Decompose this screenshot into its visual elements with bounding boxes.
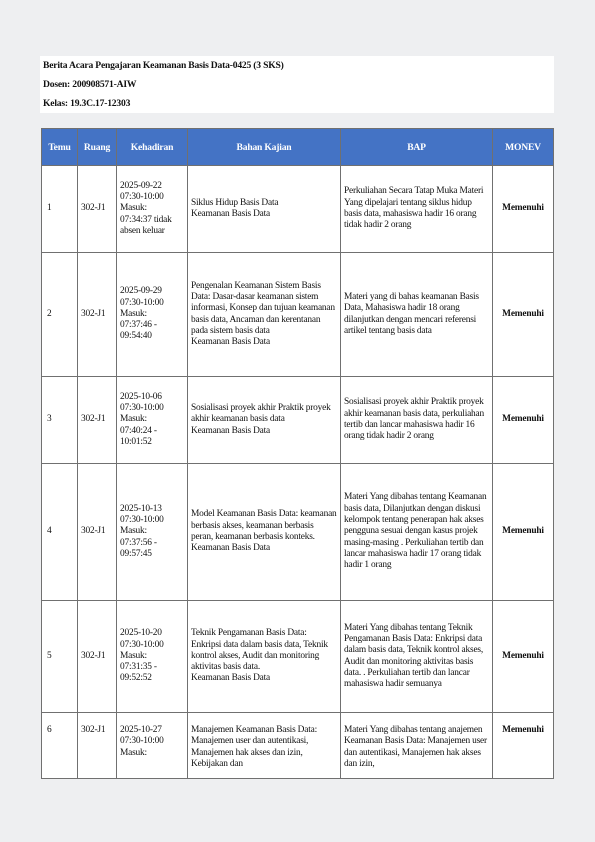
column-header-ruang: Ruang	[78, 129, 117, 166]
column-header-temu: Temu	[42, 129, 78, 166]
cell-temu: 6	[42, 713, 78, 779]
kelas-info: Kelas: 19.3C.17-12303	[43, 98, 131, 109]
table-row	[42, 253, 554, 377]
cell-kehadiran: 2025-10-27 07:30-10:00 Masuk:	[117, 713, 188, 779]
cell-monev: Memenuhi	[493, 601, 554, 713]
table-header-row	[42, 129, 554, 166]
table-row	[42, 166, 554, 253]
cell-kehadiran: 2025-09-22 07:30-10:00 Masuk: 07:34:37 tidak absen keluar	[117, 166, 188, 253]
cell-bap: Materi yang di bahas keamanan Basis Data, Mahasiswa hadir 18 orang dilanjutkan dengan mencari referensi artikel tentang basis data	[341, 253, 493, 377]
document-header	[40, 56, 554, 113]
cell-bap: Materi Yang dibahas tentang anajemen Keamanan Basis Data: Manajemen user dan autentikasi, Manajemen hak akses dan izin,	[341, 713, 493, 779]
cell-bahan-kajian: Sosialisasi proyek akhir Praktik proyek akhir keamanan basis data Keamanan Basis Data	[188, 377, 341, 464]
cell-bap: Sosialisasi proyek akhir Praktik proyek akhir keamanan basis data, perkuliahan tertib dan lancar mahasiswa hadir 16 orang tidak hadir 2 orang	[341, 377, 493, 464]
cell-ruang: 302-J1	[78, 377, 117, 464]
cell-bap: Materi Yang dibahas tentang Teknik Pengamanan Basis Data: Enkripsi data dalam basis data, Teknik kontrol akses, Audit dan monitoring aktivitas basis data. . Perkuliahan tertib dan lancar mahasiswa hadir semuanya	[341, 601, 493, 713]
cell-temu: 5	[42, 601, 78, 713]
cell-ruang: 302-J1	[78, 601, 117, 713]
cell-ruang: 302-J1	[78, 464, 117, 601]
cell-monev: Memenuhi	[493, 166, 554, 253]
table-row	[42, 464, 554, 601]
cell-ruang: 302-J1	[78, 713, 117, 779]
cell-temu: 2	[42, 253, 78, 377]
table-row	[42, 601, 554, 713]
cell-temu: 1	[42, 166, 78, 253]
cell-monev: Memenuhi	[493, 464, 554, 601]
column-header-bahan-kajian: Bahan Kajian	[188, 129, 341, 166]
cell-bap: Perkuliahan Secara Tatap Muka Materi Yang dipelajari tentang siklus hidup basis data, mahasiswa hadir 16 orang tidak hadir 2 orang	[341, 166, 493, 253]
cell-kehadiran: 2025-09-29 07:30-10:00 Masuk: 07:37:46 - 09:54:40	[117, 253, 188, 377]
cell-temu: 4	[42, 464, 78, 601]
column-header-kehadiran: Kehadiran	[117, 129, 188, 166]
column-header-bap: BAP	[341, 129, 493, 166]
table-row	[42, 713, 554, 779]
cell-bahan-kajian: Siklus Hidup Basis Data Keamanan Basis Data	[188, 166, 341, 253]
cell-bahan-kajian: Model Keamanan Basis Data: keamanan berbasis akses, keamanan berbasis peran, keamanan berbasis konteks. Keamanan Basis Data	[188, 464, 341, 601]
cell-bahan-kajian: Pengenalan Keamanan Sistem Basis Data: Dasar-dasar keamanan sistem informasi, Konsep dan tujuan keamanan basis data, Ancaman dan kerentanan pada sistem basis data Keamanan Basis Data	[188, 253, 341, 377]
cell-temu: 3	[42, 377, 78, 464]
cell-bap: Materi Yang dibahas tentang Keamanan basis data, Dilanjutkan dengan diskusi kelompok tentang penerapan hak akses pengguna sesuai dengan kasus projek masing-masing . Perkuliahan tertib dan lancar mahasiswa hadir 17 orang tidak hadir 1 orang	[341, 464, 493, 601]
cell-kehadiran: 2025-10-06 07:30-10:00 Masuk: 07:40:24 - 10:01:52	[117, 377, 188, 464]
table-row	[42, 377, 554, 464]
column-header-monev: MONEV	[493, 129, 554, 166]
cell-bahan-kajian: Manajemen Keamanan Basis Data: Manajemen user dan autentikasi, Manajemen hak akses dan izin, Kebijakan dan	[188, 713, 341, 779]
cell-monev: Memenuhi	[493, 377, 554, 464]
cell-ruang: 302-J1	[78, 166, 117, 253]
cell-kehadiran: 2025-10-13 07:30-10:00 Masuk: 07:37:56 - 09:57:45	[117, 464, 188, 601]
dosen-info: Dosen: 200908571-AIW	[43, 79, 137, 90]
cell-monev: Memenuhi	[493, 713, 554, 779]
cell-bahan-kajian: Teknik Pengamanan Basis Data: Enkripsi data dalam basis data, Teknik kontrol akses, Audit dan monitoring aktivitas basis data. Keamanan Basis Data	[188, 601, 341, 713]
document-title: Berita Acara Pengajaran Keamanan Basis Data-0425 (3 SKS)	[43, 60, 284, 71]
cell-ruang: 302-J1	[78, 253, 117, 377]
teaching-record-table	[41, 128, 554, 779]
cell-kehadiran: 2025-10-20 07:30-10:00 Masuk: 07:31:35 - 09:52:52	[117, 601, 188, 713]
cell-monev: Memenuhi	[493, 253, 554, 377]
